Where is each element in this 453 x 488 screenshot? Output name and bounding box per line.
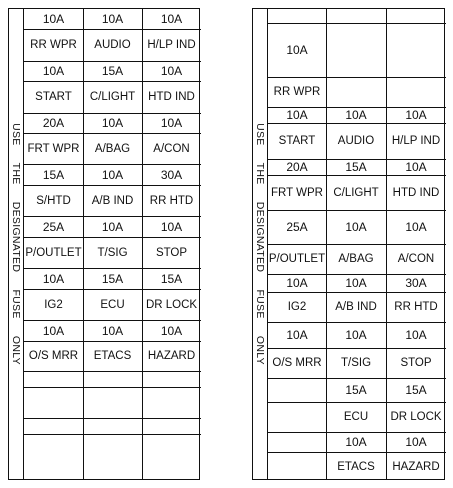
fuse-cell: T/SIG <box>340 357 372 369</box>
fuse-cell: 30A <box>405 276 427 290</box>
fuse-cell: 10A <box>345 276 367 290</box>
fuse-cell: DR LOCK <box>390 411 442 423</box>
fuse-cell: ECU <box>343 411 369 423</box>
fuse-cell <box>142 418 201 434</box>
fuse-cell: HAZARD <box>147 350 196 362</box>
fuse-cell: C/LIGHT <box>333 186 379 199</box>
fuse-cell: O/S MRR <box>28 350 79 362</box>
fuse-cell: HTD IND <box>392 186 440 199</box>
fuse-cell: 10A <box>286 43 308 57</box>
side-label: USE THE DESIGNATED FUSE ONLY <box>254 123 266 365</box>
fuse-cell: DR LOCK <box>145 298 198 311</box>
fuse-cell: 10A <box>286 108 308 122</box>
fuse-cell: 25A <box>42 219 65 234</box>
fuse-cell <box>24 418 83 434</box>
fuse-cell: H/LP IND <box>147 39 196 51</box>
fuse-cell: 15A <box>101 64 124 78</box>
fuse-cell: 15A <box>405 383 427 397</box>
fuse-cell: 10A <box>345 328 367 342</box>
fuse-cell <box>142 434 201 481</box>
fuse-cell <box>386 9 446 23</box>
fuse-cell: O/S MRR <box>272 357 322 369</box>
fuse-cell: START <box>35 91 72 103</box>
fuse-cell: FRT WPR <box>271 186 323 199</box>
fuse-cell: 15A <box>160 271 183 286</box>
fuse-cell <box>268 9 326 23</box>
fuse-cell: AUDIO <box>337 135 375 147</box>
fuse-cell: ECU <box>100 298 125 311</box>
fuse-cell: RR WPR <box>273 86 321 98</box>
fuse-cell: 10A <box>42 271 65 286</box>
fuse-cell: ETACS <box>93 350 132 362</box>
fuse-cell <box>24 387 83 418</box>
fuse-cell: IG2 <box>287 301 307 313</box>
fuse-cell: STOP <box>155 246 188 259</box>
fuse-cell: 10A <box>42 12 65 26</box>
fuse-cell: ETACS <box>337 460 375 473</box>
fuse-cell: H/LP IND <box>391 135 441 147</box>
fuse-panel-right <box>252 8 445 480</box>
fuse-cell: 10A <box>160 64 183 78</box>
fuse-panel-left <box>8 8 200 480</box>
fuse-cell: P/OUTLET <box>268 253 326 265</box>
fuse-cell: 10A <box>160 219 183 234</box>
fuse-cell <box>83 434 142 481</box>
fuse-cell: C/LIGHT <box>89 91 136 103</box>
fuse-cell: 15A <box>345 383 367 397</box>
fuse-cell <box>386 23 446 77</box>
fuse-cell: RR HTD <box>149 194 194 207</box>
fuse-cell <box>268 402 326 432</box>
fuse-cell <box>142 371 201 387</box>
fuse-cell: 10A <box>101 116 124 130</box>
fuse-cell: 10A <box>405 108 427 122</box>
fuse-cell: 10A <box>345 108 367 122</box>
fuse-cell: A/CON <box>153 142 190 155</box>
fuse-cell: AUDIO <box>94 39 131 51</box>
fuse-cell: 10A <box>101 219 124 234</box>
fuse-cell: FRT WPR <box>27 142 80 155</box>
fuse-cell: T/SIG <box>97 246 128 259</box>
fuse-cell <box>24 434 83 481</box>
fuse-cell: 10A <box>160 12 183 26</box>
fuse-cell: A/BAG <box>94 142 131 155</box>
fuse-cell: 10A <box>101 167 124 182</box>
fuse-cell: 20A <box>42 116 65 130</box>
fuse-cell: 10A <box>345 220 367 234</box>
fuse-cell: 10A <box>160 116 183 130</box>
fuse-cell: START <box>278 135 316 147</box>
fuse-cell: 10A <box>42 64 65 78</box>
fuse-cell <box>24 371 83 387</box>
fuse-cell: IG2 <box>44 298 63 311</box>
fuse-cell: STOP <box>400 357 432 369</box>
fuse-cell: 10A <box>160 323 183 338</box>
fuse-cell <box>326 23 386 77</box>
fuse-cell <box>83 418 142 434</box>
side-label: USE THE DESIGNATED FUSE ONLY <box>10 123 22 365</box>
fuse-cell: 15A <box>345 160 367 174</box>
side-label-column <box>253 9 268 479</box>
fuse-cell: A/BAG <box>338 253 374 265</box>
fuse-cell: 30A <box>160 167 183 182</box>
fuse-cell <box>326 77 386 107</box>
fuse-cell: 10A <box>286 328 308 342</box>
fuse-cell: 10A <box>405 435 427 449</box>
fuse-cell: 10A <box>345 435 367 449</box>
fuse-cell: HAZARD <box>392 460 440 473</box>
fuse-cell: 10A <box>286 276 308 290</box>
fuse-cell: RR WPR <box>30 39 77 51</box>
fuse-cell: 10A <box>101 12 124 26</box>
fuse-cell: 10A <box>42 323 65 338</box>
fuse-cell <box>386 77 446 107</box>
fuse-cell: RR HTD <box>394 301 438 313</box>
fuse-cell: S/HTD <box>36 194 71 207</box>
fuse-cell <box>268 432 326 452</box>
fuse-cell: 10A <box>101 323 124 338</box>
fuse-cell <box>268 378 326 402</box>
fuse-cell: 15A <box>101 271 124 286</box>
fuse-cell: HTD IND <box>148 91 195 103</box>
fuse-cell <box>83 371 142 387</box>
fuse-cell <box>326 9 386 23</box>
fuse-cell: 25A <box>286 220 308 234</box>
fuse-cell: A/B IND <box>335 301 377 313</box>
fuse-cell: 10A <box>405 220 427 234</box>
fuse-cell: 20A <box>286 160 308 174</box>
fuse-cell: 10A <box>405 328 427 342</box>
fuse-cell <box>83 387 142 418</box>
fuse-cell: A/CON <box>397 253 435 265</box>
side-label-column <box>9 9 24 479</box>
fuse-cell <box>142 387 201 418</box>
fuse-cell <box>268 452 326 481</box>
fuse-cell: 15A <box>42 167 65 182</box>
fuse-cell: P/OUTLET <box>25 246 82 259</box>
fuse-cell: A/B IND <box>91 194 134 207</box>
fuse-cell: 10A <box>405 160 427 174</box>
